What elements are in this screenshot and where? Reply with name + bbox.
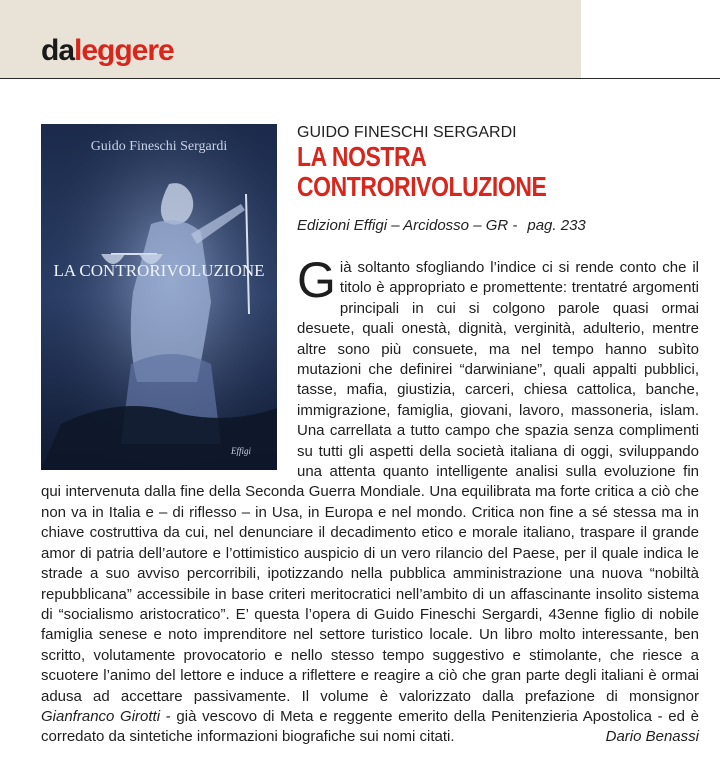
cover-author-text: Guido Fineschi Sergardi (90, 139, 228, 154)
header-rule (0, 78, 720, 79)
book-title-line2: CONTRORIVOLUZIONE (297, 171, 547, 202)
section-logo (41, 36, 174, 66)
review-text-part2: - già vescovo di Meta e reggente emerito della Penitenzieria Apostolica - ed è corredato da sintetiche informazioni biografiche sui nomi citati. (41, 707, 700, 746)
cover-title-text: LA CONTRORIVOLUZIONE (53, 261, 265, 280)
book-publisher (297, 217, 586, 234)
book-title (297, 142, 625, 202)
review-signature: Dario Benassi (605, 728, 699, 746)
publisher-name: Edizioni Effigi – Arcidosso – GR - (297, 217, 518, 234)
review-body (41, 252, 700, 748)
logo-suffix: leggere (74, 34, 174, 67)
book-author: GUIDO FINESCHI SERGARDI (297, 124, 517, 141)
review-text-part1: ià soltanto sfogliando l’indice ci si rende conto che il titolo è appropriato e promettente: trentatré argomenti principali in cui si colgono parole quasi ormai desuete, quali onestà, dignità, verginità, adulterio, mentre altre sono più consuete, ma nel tempo hanno subìto mutazioni che definirei “darwiniane”, quali appalti pubblici, tasse, mafia, giustizia, carceri, chiesa cattolica, banche, immigrazione, famiglia, giovani, lavoro, massoneria, islam. Una carrellata a tutto campo che spazia senza complimenti su tutti gli aspetti della società italiana di oggi, sviluppando una attenta quanto intelligente analisi sulla evoluzione fin qui intervenuta dalla fine della Seconda Guerra Mondiale. Una equilibrata ma forte critica a ciò che non va in Italia e – di riflesso – in Usa, in Europa e nel mondo. Critica non fine a sé stessa ma in chiave costruttiva da cui, nel denunciare il decadimento etico e morale italiano, traspare il grande amor di patria dell’autore e l’ottimistico auspicio di un vero rilancio del Paese, per il quale indica le strade a suo avviso percorribili, ipotizzando nella pubblica amministrazione una nuova “nobiltà repubblicana” accessibile in base criteri meritocratici nell’ambito di un affascinante insolito sistema di “socialismo aristocratico”. E’ questa l’opera di Guido Fineschi Sergardi, 43enne figlio di nobile famiglia senese e noto imprenditore nel settore turistico locale. Un libro molto interessante, ben scritto, volutamente provocatorio e nello stesso tempo suggestivo e stimolante, che riesce a scuotere l’animo del lettore e induce a riflettere e reagire a ciò che gran parte degli italiani è ormai adusa ad accettare passivamente. Il volume è valorizzato dalla prefazione di monsignor (41, 259, 699, 705)
page-count: pag. 233 (527, 217, 586, 234)
cover-wrap-spacer (41, 258, 297, 476)
drop-cap: G (297, 252, 336, 308)
book-title-line1: LA NOSTRA (297, 141, 427, 172)
preface-author: Gianfranco Girotti (41, 707, 161, 725)
logo-prefix: da (41, 34, 75, 67)
cover-publisher-mark: Effigi (231, 446, 251, 456)
